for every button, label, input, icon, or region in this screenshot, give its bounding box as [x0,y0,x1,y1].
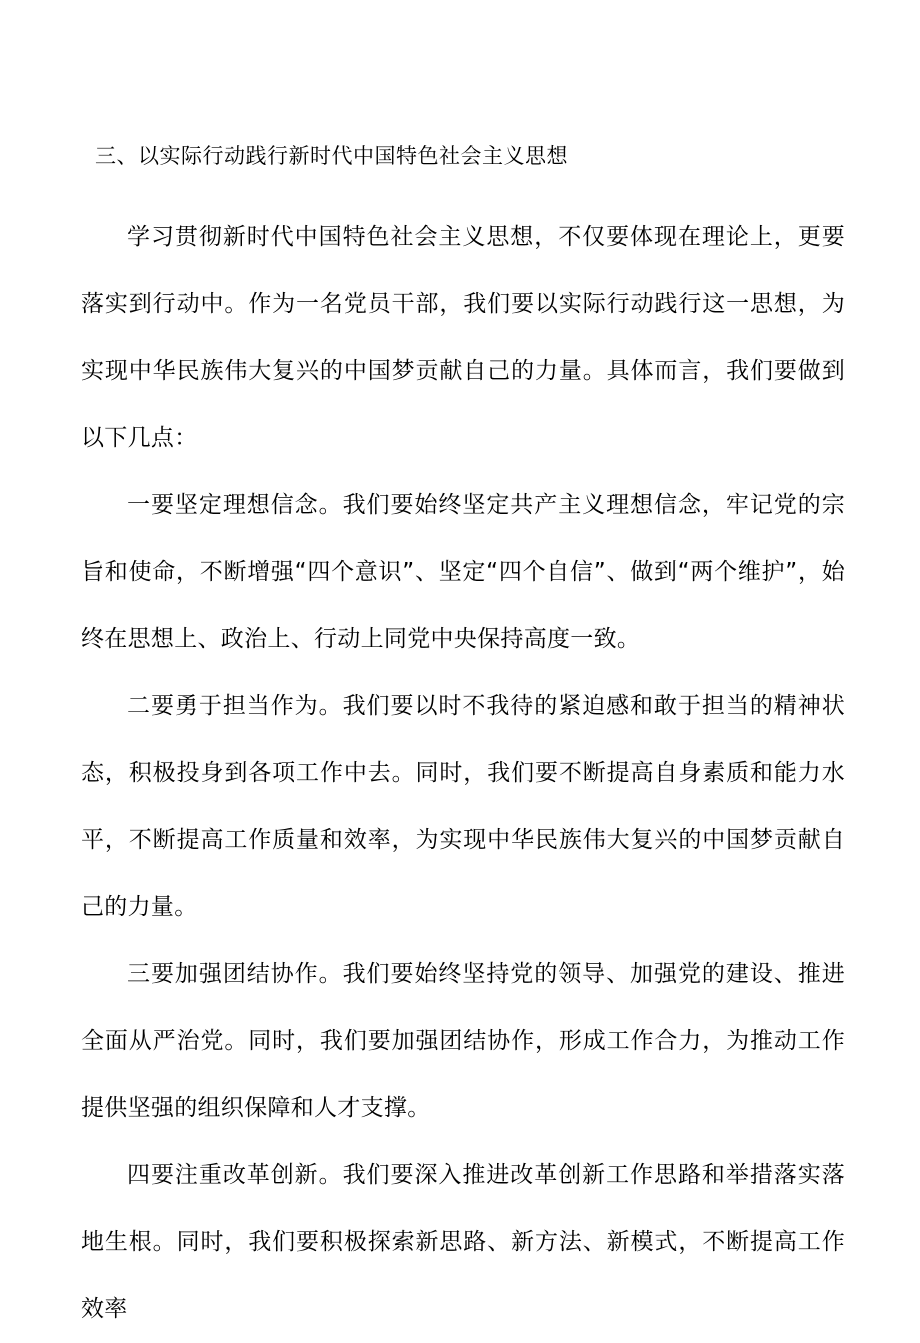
paragraph-point-2: 二要勇于担当作为。我们要以时不我待的紧迫感和敢于担当的精神状态，积极投身到各项工作中去。同时，我们要不断提高自身素质和能力水平，不断提高工作质量和效率，为实现中华民族伟大复兴的中国梦贡献自己的力量。 [81,693,845,920]
document-body [81,136,845,1343]
paragraph-point-4: 四要注重改革创新。我们要深入推进改革创新工作思路和举措落实落地生根。同时，我们要积极探索新思路、新方法、新模式，不断提高工作效率 [81,1162,845,1322]
paragraph-point-3: 三要加强团结协作。我们要始终坚持党的领导、加强党的建设、推进全面从严治党。同时，我们要加强团结协作，形成工作合力，为推动工作提供坚强的组织保障和人才支撑。 [81,961,845,1121]
section-heading: 三、以实际行动践行新时代中国特色社会主义思想 [95,144,568,168]
paragraph-point-1: 一要坚定理想信念。我们要始终坚定共产主义理想信念，牢记党的宗旨和使命，不断增强“四个意识”、坚定“四个自信”、做到“两个维护”，始终在思想上、政治上、行动上同党中央保持高度一致。 [81,492,845,652]
paragraph-intro: 学习贯彻新时代中国特色社会主义思想，不仅要体现在理论上，更要落实到行动中。作为一名党员干部，我们要以实际行动践行这一思想，为实现中华民族伟大复兴的中国梦贡献自己的力量。具体而言，我们要做到以下几点： [81,224,845,451]
